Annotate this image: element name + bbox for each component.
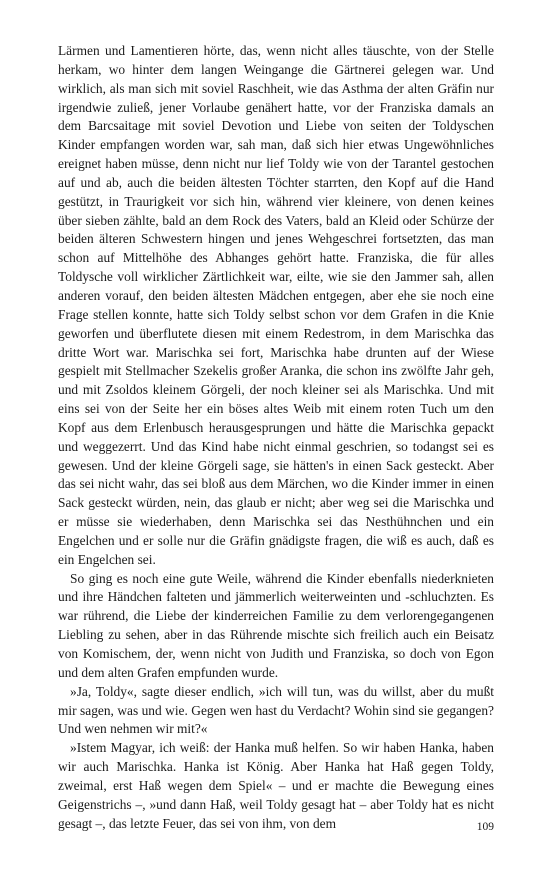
paragraph-3: »Ja, Toldy«, sagte dieser endlich, »ich will tun, was du willst, aber du mußt mir sagen, was und wie. Gegen wen hast du Verdacht? Wohin sind sie gegangen? Und wen nehmen wir mit?« [58,683,494,737]
page-body [58,42,494,833]
paragraph-2: So ging es noch eine gute Weile, während die Kinder ebenfalls niederknieten und ihre Händchen falteten und jämmerlich weiterweinten und ‑schluchzten. Es war rührend, die Liebe der kinderreichen Familie zu dem verlorengegangenen Liebling zu sehen, aber in das Rührende mischte sich freilich auch ein Beisatz von Komischem, der, wenn nicht von Judith und Franziska, so doch von Egon und dem alten Grafen empfunden wurde. [58,570,494,680]
paragraph-4: »Istem Magyar, ich weiß: der Hanka muß helfen. So wir haben Hanka, haben wir auch Marischka. Hanka ist König. Aber Hanka hat Haß gegen Toldy, zweimal, erst Haß wegen dem Spiel« – und er machte die Bewegung eines Geigenstrichs –, »und dann Haß, weil Toldy gesagt hat – aber Toldy hat es nicht gesagt –, das letzte Feuer, das sei von ihm, von dem [58,740,494,831]
page-number: 109 [476,821,494,833]
paragraph-1: Lärmen und Lamentieren hörte, das, wenn nicht alles täuschte, von der Stelle herkam, wo hinter dem langen Weingange die Gärtnerei gelegen war. Und wirklich, als man sich mit soviel Raschheit, wie das Asthma der alten Gräfin nur irgendwie zuließ, jener Vorlaube genähert hatte, vor der Franziska damals an dem Barcsaitage mit soviel Devotion und Liebe von seiten der Toldyschen Kinder empfangen worden war, sah man, daß sich hier etwas Ungewöhnliches ereignet haben müsse, denn nicht nur lief Toldy wie von der Tarantel gestochen auf und ab, auch die beiden ältesten Töchter starrten, den Kopf auf die Hand gestützt, in Traurigkeit vor sich hin, während vier kleinere, von denen keines über sieben zählte, bald an dem Rock des Vaters, bald an Kleid oder Schürze der beiden älteren Schwestern hingen und jenes Wehgeschrei fortsetzten, das man schon auf Mittelhöhe des Abhanges gehört hatte. Franziska, die für alles Toldysche voll wirklicher Zärtlichkeit war, eilte, wie sie den Jammer sah, allen anderen vorauf, den beiden ältesten Mädchen entgegen, aber ehe sie noch eine Frage stellen konnte, hatte sich Toldy selbst schon vor dem Grafen in die Knie geworfen und überflutete diesen mit einem Redestrom, in dem Marischka das dritte Wort war. Marischka sei fort, Marischka habe drunten auf der Wiese gespielt mit Stellmacher Szekelis großer Aranka, die schon ins zwölfte Jahr geh, und mit Zsoldos kleinem Görgeli, der noch kleiner sei als Marischka. Und mit eins sei von der Seite her ein böses altes Weib mit einem roten Tuch um den Kopf aus dem Erlenbusch herausgesprungen und hätte die Marischka gepackt und weggezerrt. Und das Kind habe nicht einmal geschrien, so todangst sei es gewesen. Und der kleine Görgeli sage, sie hätten's in einen Sack gesteckt. Aber das sei nicht wahr, das sei bloß aus dem Märchen, wo die Kinder immer in einen Sack gesteckt würden, nein, das glaub er nicht; aber weg sei die Marischka und er müsse sie wiederhaben, denn Marischka sei das Nesthühnchen und ein Engelchen und er solle nur die Gräfin gnädigste fragen, die wiß es auch, daß es ein Engelchen sei. [58,43,494,567]
